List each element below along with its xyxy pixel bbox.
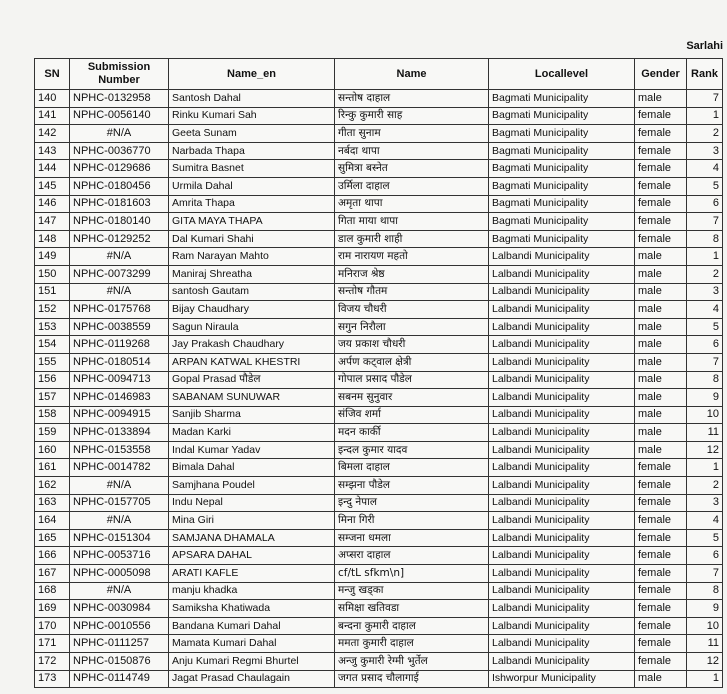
cell-name-en: Ram Narayan Mahto xyxy=(169,248,335,266)
cell-name: मदन कार्की xyxy=(335,424,489,442)
cell-rank: 2 xyxy=(687,125,723,143)
cell-name: रिन्कु कुमारी साह xyxy=(335,107,489,125)
cell-name: इन्दु नेपाल xyxy=(335,494,489,512)
cell-gender: female xyxy=(635,195,687,213)
cell-submission: #N/A xyxy=(70,283,169,301)
cell-locallevel: Bagmati Municipality xyxy=(489,142,635,160)
table-row xyxy=(35,547,723,565)
cell-submission: NPHC-0038559 xyxy=(70,318,169,336)
cell-gender: female xyxy=(635,547,687,565)
cell-gender: male xyxy=(635,283,687,301)
cell-rank: 3 xyxy=(687,494,723,512)
cell-gender: female xyxy=(635,617,687,635)
cell-gender: male xyxy=(635,265,687,283)
cell-submission: #N/A xyxy=(70,125,169,143)
cell-name-en: santosh Gautam xyxy=(169,283,335,301)
cell-sn: 157 xyxy=(35,389,70,407)
cell-locallevel: Lalbandi Municipality xyxy=(489,459,635,477)
cell-name: संजिव शर्मा xyxy=(335,406,489,424)
cell-rank: 4 xyxy=(687,160,723,178)
cell-gender: female xyxy=(635,177,687,195)
cell-locallevel: Bagmati Municipality xyxy=(489,195,635,213)
cell-name: सम्जना धमला xyxy=(335,529,489,547)
cell-sn: 165 xyxy=(35,529,70,547)
cell-submission: NPHC-0010556 xyxy=(70,617,169,635)
cell-rank: 5 xyxy=(687,318,723,336)
cell-sn: 172 xyxy=(35,653,70,671)
cell-name: सबनम सुनुवार xyxy=(335,389,489,407)
cell-submission: NPHC-0119268 xyxy=(70,336,169,354)
col-header-name-en: Name_en xyxy=(169,59,335,90)
cell-name-en: Sagun Niraula xyxy=(169,318,335,336)
cell-sn: 148 xyxy=(35,230,70,248)
cell-sn: 173 xyxy=(35,670,70,688)
cell-sn: 170 xyxy=(35,617,70,635)
cell-locallevel: Lalbandi Municipality xyxy=(489,547,635,565)
cell-sn: 161 xyxy=(35,459,70,477)
cell-rank: 1 xyxy=(687,670,723,688)
cell-name-en: Rinku Kumari Sah xyxy=(169,107,335,125)
cell-submission: NPHC-0146983 xyxy=(70,389,169,407)
cell-name-en: Madan Karki xyxy=(169,424,335,442)
cell-rank: 6 xyxy=(687,547,723,565)
cell-sn: 168 xyxy=(35,582,70,600)
cell-name-en: SAMJANA DHAMALA xyxy=(169,529,335,547)
cell-locallevel: Lalbandi Municipality xyxy=(489,248,635,266)
table-row xyxy=(35,107,723,125)
table-row xyxy=(35,230,723,248)
cell-submission: NPHC-0094713 xyxy=(70,371,169,389)
cell-name-en: Anju Kumari Regmi Bhurtel xyxy=(169,653,335,671)
table-row xyxy=(35,512,723,530)
cell-submission: NPHC-0005098 xyxy=(70,565,169,583)
cell-gender: male xyxy=(635,301,687,319)
table-row xyxy=(35,142,723,160)
cell-name: अप्सरा दाहाल xyxy=(335,547,489,565)
cell-locallevel: Lalbandi Municipality xyxy=(489,635,635,653)
cell-name: इन्दल कुमार यादव xyxy=(335,441,489,459)
cell-name-en: Maniraj Shreatha xyxy=(169,265,335,283)
cell-name-en: ARATI KAFLE xyxy=(169,565,335,583)
cell-submission: NPHC-0094915 xyxy=(70,406,169,424)
cell-gender: female xyxy=(635,125,687,143)
cell-name-en: Gopal Prasad पौडेल xyxy=(169,371,335,389)
cell-name: सन्तोष दाहाल xyxy=(335,90,489,108)
cell-submission: NPHC-0180456 xyxy=(70,177,169,195)
cell-locallevel: Bagmati Municipality xyxy=(489,213,635,231)
cell-gender: female xyxy=(635,459,687,477)
cell-sn: 155 xyxy=(35,353,70,371)
cell-name-en: Jay Prakash Chaudhary xyxy=(169,336,335,354)
cell-gender: female xyxy=(635,142,687,160)
cell-name: ममता कुमारी दाहाल xyxy=(335,635,489,653)
table-row xyxy=(35,353,723,371)
table-row xyxy=(35,582,723,600)
cell-submission: NPHC-0056140 xyxy=(70,107,169,125)
cell-gender: male xyxy=(635,318,687,336)
table-row xyxy=(35,90,723,108)
cell-name-en: Santosh Dahal xyxy=(169,90,335,108)
cell-locallevel: Bagmati Municipality xyxy=(489,177,635,195)
table-row xyxy=(35,653,723,671)
cell-submission: NPHC-0175768 xyxy=(70,301,169,319)
cell-gender: female xyxy=(635,600,687,618)
cell-locallevel: Lalbandi Municipality xyxy=(489,389,635,407)
cell-rank: 1 xyxy=(687,107,723,125)
cell-name-en: SABANAM SUNUWAR xyxy=(169,389,335,407)
cell-sn: 162 xyxy=(35,477,70,495)
cell-gender: female xyxy=(635,477,687,495)
cell-rank: 7 xyxy=(687,565,723,583)
cell-locallevel: Lalbandi Municipality xyxy=(489,565,635,583)
cell-sn: 163 xyxy=(35,494,70,512)
cell-sn: 142 xyxy=(35,125,70,143)
cell-sn: 156 xyxy=(35,371,70,389)
table-row xyxy=(35,125,723,143)
cell-rank: 10 xyxy=(687,406,723,424)
cell-gender: female xyxy=(635,565,687,583)
table-row xyxy=(35,424,723,442)
cell-locallevel: Ishworpur Municipality xyxy=(489,670,635,688)
cell-name-en: Samiksha Khatiwada xyxy=(169,600,335,618)
cell-locallevel: Lalbandi Municipality xyxy=(489,406,635,424)
cell-rank: 6 xyxy=(687,336,723,354)
cell-rank: 8 xyxy=(687,371,723,389)
cell-submission: #N/A xyxy=(70,477,169,495)
cell-sn: 158 xyxy=(35,406,70,424)
cell-gender: female xyxy=(635,529,687,547)
cell-sn: 140 xyxy=(35,90,70,108)
cell-submission: #N/A xyxy=(70,582,169,600)
col-header-locallevel: Locallevel xyxy=(489,59,635,90)
cell-name-en: Mamata Kumari Dahal xyxy=(169,635,335,653)
cell-rank: 1 xyxy=(687,459,723,477)
cell-gender: male xyxy=(635,371,687,389)
cell-rank: 11 xyxy=(687,635,723,653)
cell-rank: 4 xyxy=(687,301,723,319)
cell-sn: 166 xyxy=(35,547,70,565)
table-row xyxy=(35,635,723,653)
cell-submission: NPHC-0151304 xyxy=(70,529,169,547)
cell-locallevel: Lalbandi Municipality xyxy=(489,265,635,283)
table-row xyxy=(35,600,723,618)
col-header-sn: SN xyxy=(35,59,70,90)
cell-gender: female xyxy=(635,107,687,125)
table-row xyxy=(35,371,723,389)
cell-locallevel: Bagmati Municipality xyxy=(489,90,635,108)
cell-rank: 10 xyxy=(687,617,723,635)
cell-sn: 160 xyxy=(35,441,70,459)
cell-rank: 2 xyxy=(687,265,723,283)
cell-gender: male xyxy=(635,406,687,424)
cell-submission: NPHC-0180140 xyxy=(70,213,169,231)
cell-name-en: Bijay Chaudhary xyxy=(169,301,335,319)
cell-name: cf/tL sfkm\n] xyxy=(335,565,489,583)
cell-name: गीता सुनाम xyxy=(335,125,489,143)
cell-gender: female xyxy=(635,494,687,512)
cell-name: सन्तोष गौतम xyxy=(335,283,489,301)
cell-sn: 143 xyxy=(35,142,70,160)
cell-name-en: Dal Kumari Shahi xyxy=(169,230,335,248)
cell-sn: 151 xyxy=(35,283,70,301)
cell-rank: 7 xyxy=(687,90,723,108)
cell-name-en: ARPAN KATWAL KHESTRI xyxy=(169,353,335,371)
table-row xyxy=(35,283,723,301)
cell-rank: 12 xyxy=(687,441,723,459)
cell-gender: male xyxy=(635,353,687,371)
cell-gender: female xyxy=(635,230,687,248)
cell-name: विजय चौधरी xyxy=(335,301,489,319)
cell-rank: 8 xyxy=(687,230,723,248)
cell-gender: male xyxy=(635,424,687,442)
table-row xyxy=(35,529,723,547)
col-header-submission: Submission Number xyxy=(70,59,169,90)
cell-submission: #N/A xyxy=(70,512,169,530)
cell-name-en: manju khadka xyxy=(169,582,335,600)
cell-name: नर्बदा थापा xyxy=(335,142,489,160)
table-row xyxy=(35,670,723,688)
cell-submission: NPHC-0157705 xyxy=(70,494,169,512)
cell-sn: 146 xyxy=(35,195,70,213)
cell-rank: 9 xyxy=(687,389,723,407)
table-row xyxy=(35,617,723,635)
cell-locallevel: Lalbandi Municipality xyxy=(489,512,635,530)
roster-table xyxy=(34,58,723,688)
table-row xyxy=(35,318,723,336)
cell-rank: 5 xyxy=(687,177,723,195)
cell-gender: male xyxy=(635,248,687,266)
cell-name-en: Bimala Dahal xyxy=(169,459,335,477)
cell-name-en: Amrita Thapa xyxy=(169,195,335,213)
table-row xyxy=(35,177,723,195)
table-row xyxy=(35,459,723,477)
table-row xyxy=(35,336,723,354)
cell-locallevel: Lalbandi Municipality xyxy=(489,600,635,618)
table-row xyxy=(35,195,723,213)
cell-rank: 7 xyxy=(687,213,723,231)
cell-submission: NPHC-0150876 xyxy=(70,653,169,671)
cell-name: सम्झना पौडेल xyxy=(335,477,489,495)
col-header-gender: Gender xyxy=(635,59,687,90)
cell-sn: 159 xyxy=(35,424,70,442)
cell-locallevel: Lalbandi Municipality xyxy=(489,529,635,547)
cell-rank: 8 xyxy=(687,582,723,600)
cell-locallevel: Lalbandi Municipality xyxy=(489,653,635,671)
cell-name: सगुन निरौला xyxy=(335,318,489,336)
cell-gender: female xyxy=(635,582,687,600)
cell-name-en: Jagat Prasad Chaulagain xyxy=(169,670,335,688)
cell-rank: 3 xyxy=(687,142,723,160)
table-row xyxy=(35,565,723,583)
cell-rank: 11 xyxy=(687,424,723,442)
cell-sn: 144 xyxy=(35,160,70,178)
district-label: Sarlahi xyxy=(686,40,723,52)
cell-sn: 149 xyxy=(35,248,70,266)
cell-locallevel: Bagmati Municipality xyxy=(489,107,635,125)
cell-rank: 9 xyxy=(687,600,723,618)
cell-gender: male xyxy=(635,389,687,407)
cell-rank: 2 xyxy=(687,477,723,495)
cell-locallevel: Lalbandi Municipality xyxy=(489,582,635,600)
cell-submission: #N/A xyxy=(70,248,169,266)
cell-name: सुमित्रा बस्नेत xyxy=(335,160,489,178)
cell-locallevel: Lalbandi Municipality xyxy=(489,353,635,371)
cell-locallevel: Bagmati Municipality xyxy=(489,125,635,143)
cell-sn: 164 xyxy=(35,512,70,530)
table-row xyxy=(35,406,723,424)
cell-rank: 6 xyxy=(687,195,723,213)
cell-sn: 145 xyxy=(35,177,70,195)
table-row xyxy=(35,213,723,231)
cell-locallevel: Lalbandi Municipality xyxy=(489,283,635,301)
cell-rank: 12 xyxy=(687,653,723,671)
cell-rank: 1 xyxy=(687,248,723,266)
cell-name: गिता माया थापा xyxy=(335,213,489,231)
cell-name: बिमला दाहाल xyxy=(335,459,489,477)
cell-submission: NPHC-0014782 xyxy=(70,459,169,477)
cell-name-en: Mina Giri xyxy=(169,512,335,530)
cell-name: राम नारायण महतो xyxy=(335,248,489,266)
cell-locallevel: Lalbandi Municipality xyxy=(489,318,635,336)
cell-sn: 154 xyxy=(35,336,70,354)
cell-name: अन्जु कुमारी रेग्मी भुर्तेल xyxy=(335,653,489,671)
table-row xyxy=(35,160,723,178)
cell-submission: NPHC-0129252 xyxy=(70,230,169,248)
cell-name-en: Sanjib Sharma xyxy=(169,406,335,424)
cell-locallevel: Lalbandi Municipality xyxy=(489,301,635,319)
cell-locallevel: Lalbandi Municipality xyxy=(489,477,635,495)
cell-gender: male xyxy=(635,336,687,354)
cell-locallevel: Lalbandi Municipality xyxy=(489,336,635,354)
table-row xyxy=(35,441,723,459)
cell-name-en: Sumitra Basnet xyxy=(169,160,335,178)
cell-name-en: Bandana Kumari Dahal xyxy=(169,617,335,635)
cell-name: अर्पण कट्वाल क्षेत्री xyxy=(335,353,489,371)
table-row xyxy=(35,494,723,512)
cell-name: जय प्रकाश चौधरी xyxy=(335,336,489,354)
cell-name: समिक्षा खतिवडा xyxy=(335,600,489,618)
cell-submission: NPHC-0053716 xyxy=(70,547,169,565)
cell-gender: male xyxy=(635,670,687,688)
cell-submission: NPHC-0036770 xyxy=(70,142,169,160)
roster-body xyxy=(35,90,723,688)
cell-sn: 152 xyxy=(35,301,70,319)
cell-submission: NPHC-0181603 xyxy=(70,195,169,213)
cell-rank: 3 xyxy=(687,283,723,301)
cell-name: उर्मिला दाहाल xyxy=(335,177,489,195)
table-row xyxy=(35,389,723,407)
cell-gender: female xyxy=(635,160,687,178)
cell-name-en: APSARA DAHAL xyxy=(169,547,335,565)
cell-locallevel: Lalbandi Municipality xyxy=(489,371,635,389)
cell-name-en: Samjhana Poudel xyxy=(169,477,335,495)
cell-sn: 153 xyxy=(35,318,70,336)
table-row xyxy=(35,265,723,283)
cell-name: गोपाल प्रसाद पौडेल xyxy=(335,371,489,389)
cell-submission: NPHC-0132958 xyxy=(70,90,169,108)
cell-gender: male xyxy=(635,441,687,459)
cell-name-en: Urmila Dahal xyxy=(169,177,335,195)
table-row xyxy=(35,477,723,495)
cell-sn: 169 xyxy=(35,600,70,618)
cell-name: बन्दना कुमारी दाहाल xyxy=(335,617,489,635)
cell-submission: NPHC-0111257 xyxy=(70,635,169,653)
cell-gender: female xyxy=(635,512,687,530)
cell-sn: 141 xyxy=(35,107,70,125)
cell-name: जगत प्रसाद चौलागाई xyxy=(335,670,489,688)
header-row xyxy=(35,59,723,90)
cell-submission: NPHC-0129686 xyxy=(70,160,169,178)
cell-submission: NPHC-0073299 xyxy=(70,265,169,283)
cell-name: मन्जु खड्का xyxy=(335,582,489,600)
cell-locallevel: Bagmati Municipality xyxy=(489,230,635,248)
cell-gender: male xyxy=(635,90,687,108)
cell-sn: 171 xyxy=(35,635,70,653)
cell-locallevel: Lalbandi Municipality xyxy=(489,617,635,635)
cell-submission: NPHC-0180514 xyxy=(70,353,169,371)
cell-gender: female xyxy=(635,635,687,653)
cell-gender: female xyxy=(635,653,687,671)
table-row xyxy=(35,301,723,319)
cell-locallevel: Lalbandi Municipality xyxy=(489,494,635,512)
cell-submission: NPHC-0030984 xyxy=(70,600,169,618)
cell-sn: 167 xyxy=(35,565,70,583)
cell-rank: 5 xyxy=(687,529,723,547)
cell-submission: NPHC-0153558 xyxy=(70,441,169,459)
cell-name-en: GITA MAYA THAPA xyxy=(169,213,335,231)
cell-gender: female xyxy=(635,213,687,231)
table-row xyxy=(35,248,723,266)
cell-locallevel: Bagmati Municipality xyxy=(489,160,635,178)
cell-locallevel: Lalbandi Municipality xyxy=(489,424,635,442)
cell-rank: 4 xyxy=(687,512,723,530)
cell-name-en: Narbada Thapa xyxy=(169,142,335,160)
cell-name: डाल कुमारी शाही xyxy=(335,230,489,248)
cell-name: मनिराज श्रेष्ठ xyxy=(335,265,489,283)
cell-name: मिना गिरी xyxy=(335,512,489,530)
cell-name-en: Indu Nepal xyxy=(169,494,335,512)
cell-locallevel: Lalbandi Municipality xyxy=(489,441,635,459)
col-header-rank: Rank xyxy=(687,59,723,90)
cell-sn: 147 xyxy=(35,213,70,231)
cell-name-en: Geeta Sunam xyxy=(169,125,335,143)
cell-name-en: Indal Kumar Yadav xyxy=(169,441,335,459)
cell-submission: NPHC-0133894 xyxy=(70,424,169,442)
cell-sn: 150 xyxy=(35,265,70,283)
cell-submission: NPHC-0114749 xyxy=(70,670,169,688)
cell-rank: 7 xyxy=(687,353,723,371)
cell-name: अमृता थापा xyxy=(335,195,489,213)
col-header-name: Name xyxy=(335,59,489,90)
